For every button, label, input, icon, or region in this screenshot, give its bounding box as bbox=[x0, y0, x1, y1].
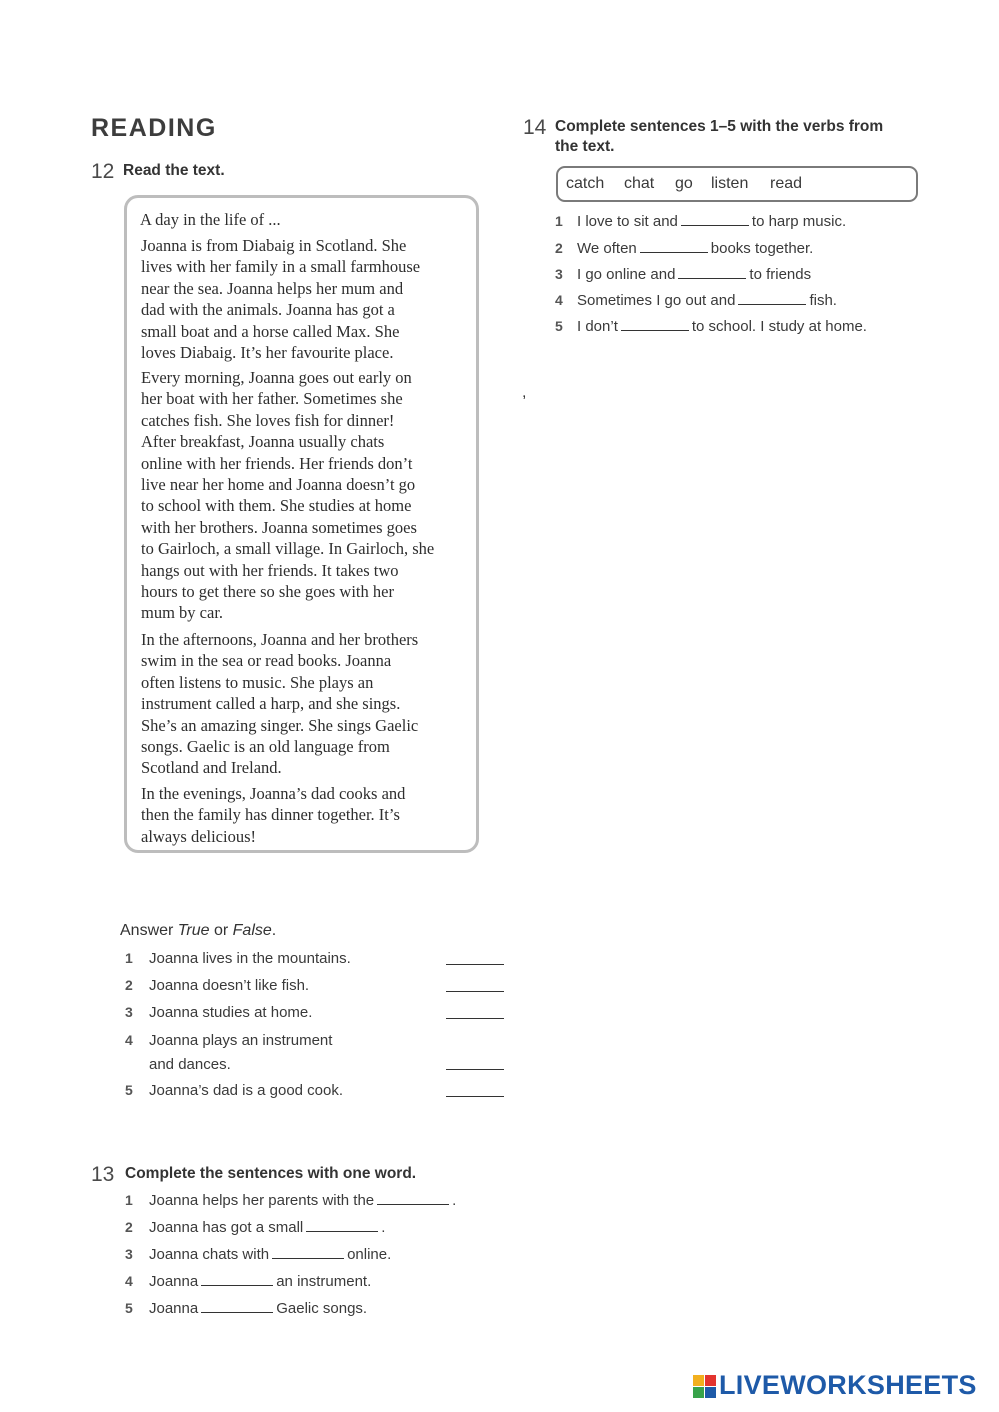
tf-answer-1[interactable] bbox=[446, 964, 504, 965]
tf-item-5: 5 Joanna’s dad is a good cook. bbox=[125, 1082, 344, 1099]
ex14-item-4: 4 Sometimes I go out and fish. bbox=[555, 292, 837, 309]
tf-item-4: 4 Joanna plays an instrument bbox=[125, 1032, 333, 1049]
word-read: read bbox=[770, 175, 803, 192]
word-listen: listen bbox=[711, 175, 749, 192]
exercise-12-instruction: Read the text. bbox=[123, 162, 225, 179]
reading-paragraph-4: In the evenings, Joanna’s dad cooks and then the family has dinner together. It’s always delicious! bbox=[141, 784, 406, 846]
exercise-14-instruction-line1: Complete sentences 1–5 with the verbs from bbox=[555, 118, 884, 135]
tf-answer-4[interactable] bbox=[446, 1069, 504, 1070]
liveworksheets-logo-text: LIVEWORKSHEETS bbox=[719, 1370, 977, 1400]
word-chat: chat bbox=[624, 175, 655, 192]
ex14-item-1: 1 I love to sit and to harp music. bbox=[555, 213, 847, 230]
ex13-item-2: 2 Joanna has got a small . bbox=[125, 1219, 386, 1236]
exercise-14-instruction-line2: the text. bbox=[555, 138, 615, 155]
ex14-blank-3[interactable] bbox=[678, 278, 746, 279]
exercise-13-instruction: Complete the sentences with one word. bbox=[125, 1165, 417, 1182]
tf-item-4-line2: and dances. bbox=[149, 1056, 231, 1073]
tf-answer-5[interactable] bbox=[446, 1096, 504, 1097]
reading-paragraph-1: Joanna is from Diabaig in Scotland. She lives with her family in a small farmhouse near the sea. Joanna helps her mum and dad with the animals. Joanna has got a small boat and a horse called Max. She loves Diabaig. It’s her favourite place. bbox=[141, 236, 421, 363]
tf-item-3: 3 Joanna studies at home. bbox=[125, 1004, 313, 1021]
ex14-blank-2[interactable] bbox=[640, 252, 708, 253]
ex13-blank-5[interactable] bbox=[201, 1312, 273, 1313]
tf-item-1: 1 Joanna lives in the mountains. bbox=[125, 950, 351, 967]
ex14-item-3: 3 I go online and to friends bbox=[555, 266, 812, 283]
ex13-blank-4[interactable] bbox=[201, 1285, 273, 1286]
exercise-14-number: 14 bbox=[523, 116, 547, 139]
ex14-item-2: 2 We often books together. bbox=[555, 240, 814, 257]
reading-paragraph-3: In the afternoons, Joanna and her brothers swim in the sea or read books. Joanna often listens to music. She plays an instrument called a harp, and she sings. She’s an amazing singer. She sings Gaelic songs. Gaelic is an old language from Scotland and Ireland. bbox=[141, 630, 419, 778]
ex14-item-5: 5 I don’t to school. I study at home. bbox=[555, 318, 867, 335]
ex13-blank-3[interactable] bbox=[272, 1258, 344, 1259]
tf-answer-3[interactable] bbox=[446, 1018, 504, 1019]
ex13-item-4: 4 Joanna an instrument. bbox=[125, 1273, 372, 1290]
word-go: go bbox=[675, 175, 693, 192]
section-title: READING bbox=[91, 114, 217, 142]
word-catch: catch bbox=[566, 175, 605, 192]
ex14-blank-1[interactable] bbox=[681, 225, 749, 226]
ex13-item-5: 5 Joanna Gaelic songs. bbox=[125, 1300, 368, 1317]
ex13-blank-2[interactable] bbox=[306, 1231, 378, 1232]
stray-mark: , bbox=[522, 384, 527, 401]
reading-paragraph-2: Every morning, Joanna goes out early on her boat with her father. Sometimes she catches fish. She loves fish for dinner! After breakfast, Joanna usually chats online with her friends. Her friends don’t live near her home and Joanna doesn’t go to school with them. She studies at home with her brothers. Joanna sometimes goes to Gairloch, a small village. In Gairloch, she hangs out with her friends. It takes two hours to get there so she goes with her mum by car. bbox=[141, 368, 435, 623]
tf-answer-2[interactable] bbox=[446, 991, 504, 992]
exercise-13-number: 13 bbox=[91, 1163, 115, 1186]
ex14-blank-5[interactable] bbox=[621, 330, 689, 331]
exercise-12-number: 12 bbox=[91, 160, 115, 183]
tf-item-2: 2 Joanna doesn’t like fish. bbox=[125, 977, 310, 994]
ex14-blank-4[interactable] bbox=[738, 304, 806, 305]
liveworksheets-logo-icon bbox=[693, 1372, 717, 1402]
true-false-instruction: Answer True or False. bbox=[120, 922, 277, 939]
ex13-item-3: 3 Joanna chats with online. bbox=[125, 1246, 392, 1263]
ex13-blank-1[interactable] bbox=[377, 1204, 449, 1205]
ex13-item-1: 1 Joanna helps her parents with the . bbox=[125, 1192, 457, 1209]
reading-text-title: A day in the life of ... bbox=[140, 210, 281, 229]
